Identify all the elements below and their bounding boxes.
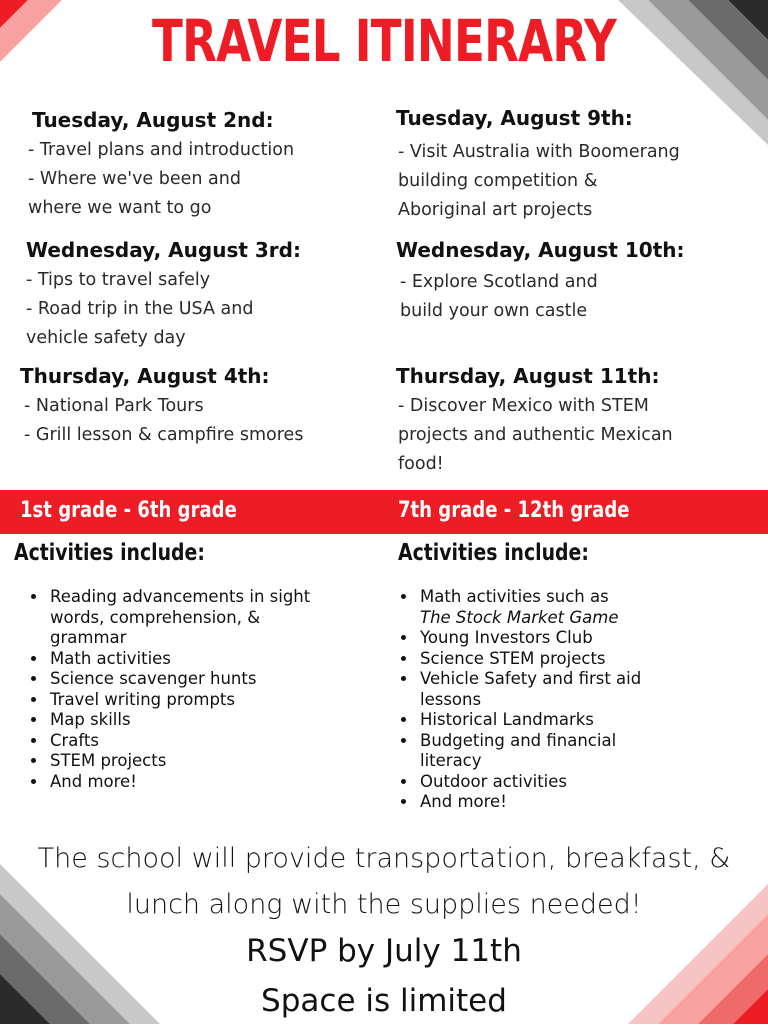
day-heading: Wednesday, August 10th:: [396, 238, 685, 262]
grade-label-secondary: 7th grade - 12th grade: [398, 498, 630, 523]
day-description: - Travel plans and introduction - Where we've been and where we want to go: [28, 140, 295, 218]
day-heading: Thursday, August 4th:: [20, 364, 270, 388]
schedule-day-aug-3: [26, 238, 301, 353]
provision-note: [0, 836, 768, 928]
list-item: [418, 587, 678, 628]
day-heading: Tuesday, August 2nd:: [32, 108, 274, 132]
list-item: • Science STEM projects: [418, 649, 678, 670]
provision-line-1: The school will provide transportation, breakfast, &: [37, 843, 731, 874]
list-item: • Historical Landmarks: [418, 710, 678, 731]
list-item: • Vehicle Safety and first aid lessons: [418, 669, 678, 710]
schedule-day-aug-10: [396, 238, 685, 326]
list-item: • Young Investors Club: [418, 628, 678, 649]
list-item: • Reading advancements in sight words, comprehension, & grammar: [48, 587, 318, 649]
list-item: • Map skills: [48, 710, 318, 731]
list-item: • And more!: [48, 772, 318, 793]
list-item: • Science scavenger hunts: [48, 669, 318, 690]
rsvp-date: RSVP by July 11th: [246, 933, 522, 969]
day-heading: Thursday, August 11th:: [396, 364, 660, 388]
day-description: - National Park Tours - Grill lesson & campfire smores: [24, 396, 304, 445]
list-item: • STEM projects: [48, 751, 318, 772]
grade-label-elementary: 1st grade - 6th grade: [20, 498, 237, 523]
list-item: • Outdoor activities: [418, 772, 678, 793]
grade-band: [0, 490, 768, 534]
provision-line-2: lunch along with the supplies needed!: [126, 889, 642, 920]
schedule-day-aug-9: [396, 106, 680, 225]
day-description: - Tips to travel safely - Road trip in the USA and vehicle safety day: [26, 270, 254, 348]
activities-heading-elementary: Activities include:: [14, 540, 205, 566]
page-title: TRAVEL ITINERARY: [152, 7, 616, 75]
activities-list-secondary: [398, 587, 678, 813]
list-item: • Crafts: [48, 731, 318, 752]
activities-list-elementary: [28, 587, 318, 792]
list-item: • Travel writing prompts: [48, 690, 318, 711]
list-item-game-title: The Stock Market Game: [420, 607, 619, 627]
day-heading: Wednesday, August 3rd:: [26, 238, 301, 262]
day-description: - Visit Australia with Boomerang building competition & Aboriginal art projects: [398, 142, 680, 220]
space-limited: Space is limited: [261, 983, 507, 1019]
list-item-text: Math activities such as: [420, 587, 609, 606]
activities-heading-secondary: Activities include:: [398, 540, 589, 566]
list-item: • And more!: [418, 792, 678, 813]
schedule-day-aug-4: [20, 364, 303, 450]
schedule-day-aug-11: [396, 364, 673, 479]
schedule-day-aug-2: [28, 108, 295, 223]
day-heading: Tuesday, August 9th:: [396, 106, 633, 130]
list-item: • Math activities: [48, 649, 318, 670]
day-description: - Discover Mexico with STEM projects and authentic Mexican food!: [398, 396, 673, 474]
rsvp-note: [0, 926, 768, 1026]
list-item: • Budgeting and financial literacy: [418, 731, 678, 772]
day-description: - Explore Scotland and build your own castle: [400, 272, 598, 321]
